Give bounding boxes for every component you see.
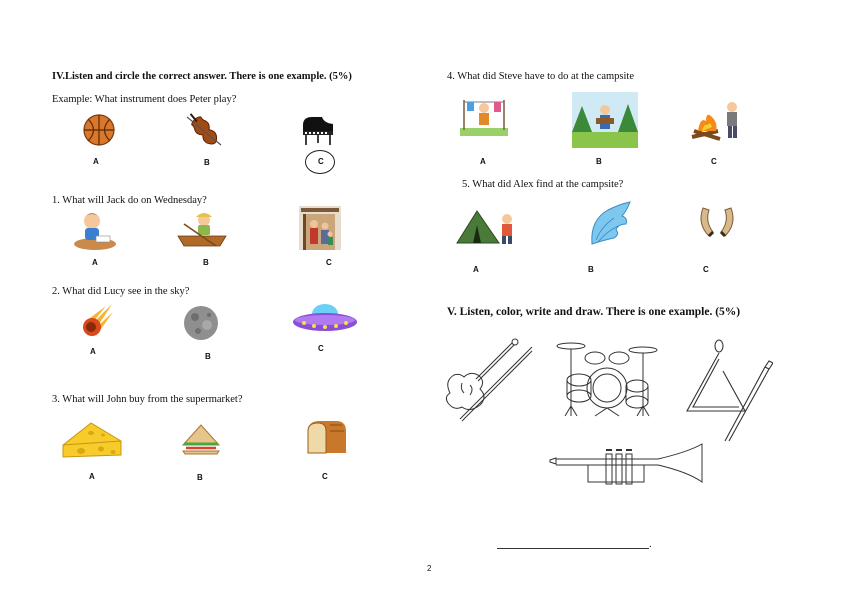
example-option-b[interactable]: B [204, 158, 210, 167]
boy-in-boat-icon [176, 210, 228, 250]
q5-option-b[interactable]: B [588, 265, 594, 274]
answer-line-period: . [649, 539, 652, 550]
q5-option-a[interactable]: A [473, 265, 479, 274]
example-option-a[interactable]: A [93, 157, 99, 166]
q4-option-a[interactable]: A [480, 157, 486, 166]
meteor-icon [80, 302, 114, 338]
ufo-icon [292, 302, 358, 336]
q2-option-b[interactable]: B [205, 352, 211, 361]
trumpet-drawing [548, 442, 704, 490]
example-answer-circle [305, 150, 335, 174]
drum-kit-drawing [555, 336, 659, 422]
answer-line[interactable] [497, 548, 649, 549]
q5-option-c[interactable]: C [703, 265, 709, 274]
q1-option-c[interactable]: C [326, 258, 332, 267]
q2-option-a[interactable]: A [90, 347, 96, 356]
question-4: 4. What did Steve have to do at the campsite [447, 71, 635, 82]
q1-option-b[interactable]: B [203, 258, 209, 267]
campfire-icon [688, 97, 744, 143]
question-2: 2. What did Lucy see in the sky? [52, 286, 190, 297]
question-3: 3. What will John buy from the supermarket? [52, 394, 243, 405]
section-iv-title: IV.Listen and circle the correct answer. There is one example. (5%) [52, 71, 352, 82]
q1-option-a[interactable]: A [92, 258, 98, 267]
basketball-icon [83, 113, 115, 147]
q2-option-c[interactable]: C [318, 344, 324, 353]
moon-icon [183, 305, 219, 341]
carrying-wood-icon [572, 92, 638, 148]
bread-icon [304, 417, 348, 457]
q3-option-a[interactable]: A [89, 472, 95, 481]
page-number: 2 [427, 564, 432, 573]
triangle-drawing [683, 337, 773, 443]
boy-studying-icon [72, 208, 118, 252]
cheese-icon [61, 419, 123, 459]
family-at-door-icon [299, 206, 341, 250]
example-question: Example: What instrument does Peter play? [52, 94, 237, 105]
tent-icon [455, 205, 519, 245]
q4-option-b[interactable]: B [596, 157, 602, 166]
example-option-c[interactable]: C [318, 157, 324, 166]
horns-icon [697, 206, 737, 244]
q3-option-b[interactable]: B [197, 473, 203, 482]
question-1: 1. What will Jack do on Wednesday? [52, 195, 207, 206]
sandwich-icon [181, 421, 221, 455]
violin-icon [183, 109, 225, 151]
wing-icon [588, 200, 632, 248]
q4-option-c[interactable]: C [711, 157, 717, 166]
q3-option-c[interactable]: C [322, 472, 328, 481]
section-v-title: V. Listen, color, write and draw. There is one example. (5%) [447, 306, 741, 318]
violin-drawing [440, 333, 534, 423]
piano-icon [300, 113, 336, 147]
hanging-laundry-icon [460, 92, 508, 136]
question-5: 5. What did Alex find at the campsite? [462, 179, 624, 190]
